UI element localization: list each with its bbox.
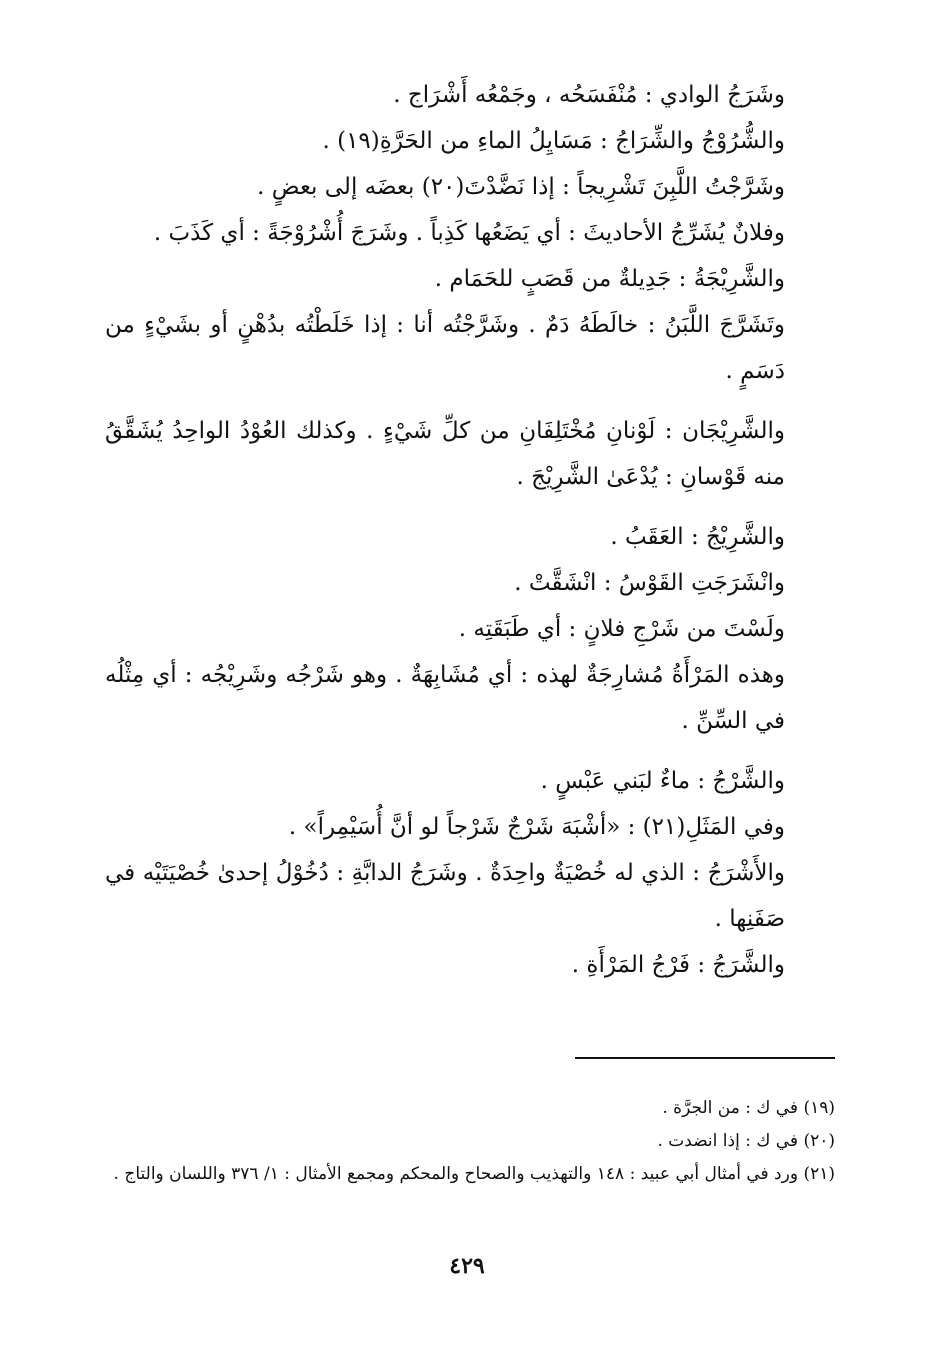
entry-line: وفي المَثَلِ(٢١) : «أشْبَهَ شَرْجٌ شَرْجاً لو أنَّ أُسَيْمِراً» . <box>288 814 785 840</box>
entry-line: والشُّرُوْجُ والشِّرَاجُ : مَسَايِلُ الماءِ من الحَرَّةِ(١٩) . <box>322 128 785 154</box>
page-number: ٤٢٩ <box>449 1253 485 1279</box>
main-text <box>105 72 835 988</box>
entry-line: وشَرَّجْتُ اللَّبِنَ تَشْرِيجاً : إذا نَضَّدْتَ(٢٠) بعضَه إلى بعضٍ . <box>257 174 785 200</box>
entry-paragraph: والأَشْرَجُ : الذي له خُصْيَةٌ واحِدَةٌ . وشَرَجُ الدابَّةِ : دُخُوْلُ إحدىٰ خُصْيَتَيْه في صَفَنِها . <box>105 860 785 932</box>
footnote-21: (٢١) ورد في أمثال أبي عبيد : ١٤٨ والتهذيب والصحاح والمحكم ومجمع الأمثال : ١/ ٣٧٦ واللسان والتاج . <box>113 1164 835 1184</box>
footnotes <box>105 1092 835 1191</box>
footnote-20: (٢٠) في ك : إذا انضدت . <box>657 1131 835 1151</box>
entry-line: وانْشَرَجَتِ القَوْسُ : انْشَقَّتْ . <box>514 570 785 596</box>
entry-paragraph: وتَشَرَّجَ اللَّبَنُ : خالَطَهُ دَمٌ . وشَرَّجْتُه أنا : إذا خَلَطْتُه بدُهْنٍ أو بشَيْءٍ من دَسَمٍ . <box>105 312 785 384</box>
entry-line: والشَّرْجُ : ماءٌ لبَني عَبْسٍ . <box>540 768 785 794</box>
footnote-divider <box>575 1057 835 1059</box>
entry-paragraph: والشَّرِيْجَان : لَوْنانِ مُخْتَلِفَانِ من كلِّ شَيْءٍ . وكذلك العُوْدُ الواحِدُ يُشَقَّقُ منه قَوْسانِ : يُدْعَىٰ الشَّرِيْجَ . <box>105 418 785 490</box>
entry-line: والشَّرَجُ : فَرْجُ المَرْأَةِ . <box>571 952 785 978</box>
entry-line: والشَّرِيْجَةُ : جَدِيلةٌ من قَصَبٍ للحَمَام . <box>434 266 785 292</box>
entry-line: والشَّرِيْجُ : العَقَبُ . <box>610 524 785 550</box>
entry-paragraph: وهذه المَرْأَةُ مُشارِجَةٌ لهذه : أي مُشَابِهَةٌ . وهو شَرْجُه وشَرِيْجُه : أي مِثْلُه في السِّنِّ . <box>105 662 785 734</box>
entry-line: ولَسْتَ من شَرْجِ فلانٍ : أي طَبَقَتِه . <box>458 616 785 642</box>
footnote-19: (١٩) في ك : من الجرَّة . <box>662 1098 835 1118</box>
entry-line: وفلانٌ يُشَرِّجُ الأحاديثَ : أي يَضَعُها كَذِباً . وشَرَجَ أُشْرُوْجَةً : أي كَذَبَ . <box>153 220 785 246</box>
entry-line: وشَرَجُ الوادي : مُنْفَسَحُه ، وجَمْعُه أَشْرَاج . <box>393 82 785 108</box>
